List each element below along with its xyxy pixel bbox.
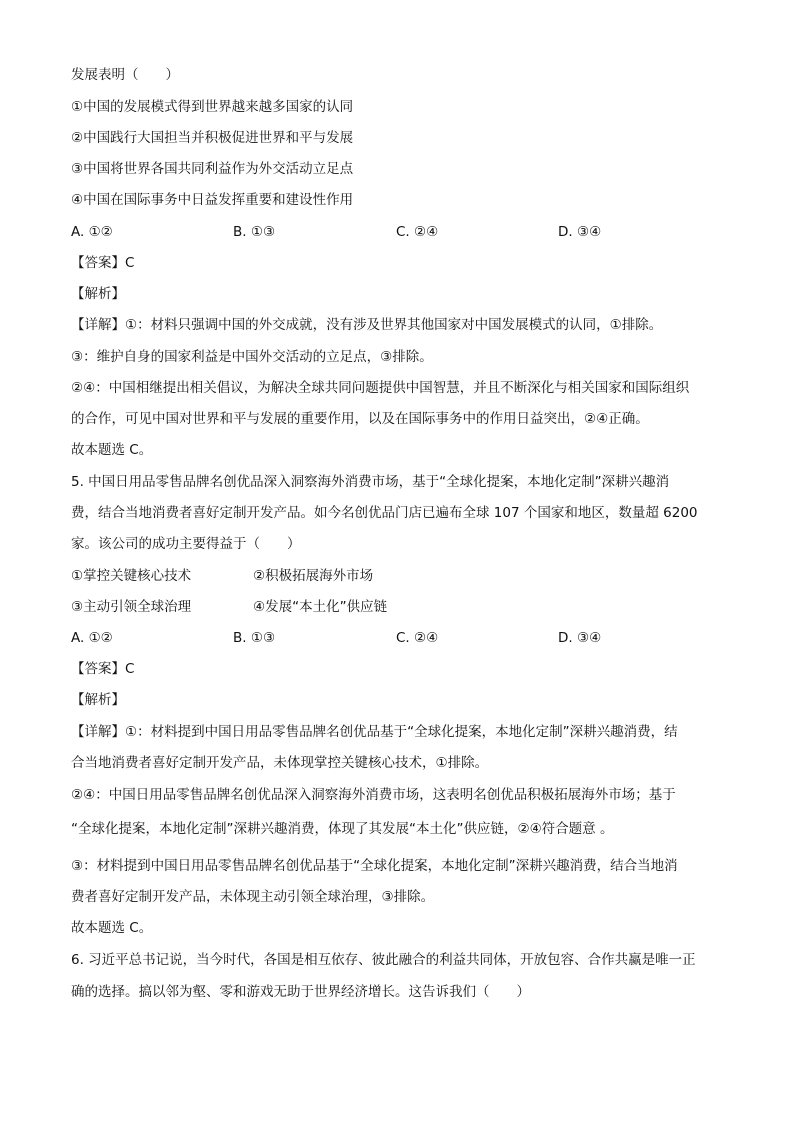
- q5-analysis-line-1: 【详解】①：材料提到中国日用品零售品牌名创优品基于“全球化提案，本地化定制”深耕兴趣消费，结: [71, 724, 678, 740]
- q5-item-4: ④发展“本土化”供应链: [253, 599, 388, 615]
- q4-analysis-label: 【解析】: [71, 286, 125, 302]
- q5-stem-line-2: 费，结合当地消费者喜好定制开发产品。如今名创优品门店已遍布全球 107 个国家和地区，数量超 6200: [71, 505, 698, 521]
- q5-analysis-line-5: ③：材料提到中国日用品零售品牌名创优品基于“全球化提案，本地化定制”深耕兴趣消费，结合当地消: [71, 858, 678, 874]
- q5-item-3: ③主动引领全球治理: [71, 599, 192, 615]
- q4-stem-tail: 发展表明（ ）: [71, 67, 179, 83]
- q5-analysis-label: 【解析】: [71, 692, 125, 708]
- q4-item-4: ④中国在国际事务中日益发挥重要和建设性作用: [71, 192, 354, 208]
- q4-option-a: A. ①②: [71, 224, 113, 240]
- q6-stem-line-2: 确的选择。搞以邻为壑、零和游戏无助于世界经济增长。这告诉我们（ ）: [71, 984, 530, 1000]
- q5-conclusion: 故本题选 C。: [71, 920, 153, 936]
- q5-analysis-line-6: 费者喜好定制开发产品，未体现主动引领全球治理，③排除。: [71, 889, 435, 905]
- q5-analysis-line-2: 合当地消费者喜好定制开发产品，未体现掌控关键核心技术，①排除。: [71, 755, 489, 771]
- q5-analysis-line-4: “全球化提案，本地化定制”深耕兴趣消费，体现了其发展“本土化”供应链，②④符合题意 。: [71, 821, 614, 837]
- q5-option-c: C. ②④: [396, 630, 439, 646]
- q4-option-d: D. ③④: [558, 224, 602, 240]
- q4-analysis-line-3: ②④：中国相继提出相关倡议，为解决全球共同问题提供中国智慧，并且不断深化与相关国家和国际组织: [71, 380, 690, 396]
- q5-stem-line-1: 5. 中国日用品零售品牌名创优品深入洞察海外消费市场，基于“全球化提案，本地化定制”深耕兴趣消: [71, 474, 670, 490]
- q6-stem-line-1: 6. 习近平总书记说，当今时代，各国是相互依存、彼此融合的利益共同体，开放包容、合作共赢是唯一正: [71, 952, 696, 968]
- q5-item-1: ①掌控关键核心技术: [71, 568, 192, 584]
- q4-option-c: C. ②④: [396, 224, 439, 240]
- q4-answer: 【答案】C: [71, 255, 135, 271]
- q4-analysis-line-1: 【详解】①：材料只强调中国的外交成就，没有涉及世界其他国家对中国发展模式的认同，①排除。: [71, 317, 663, 333]
- q4-item-2: ②中国践行大国担当并积极促进世界和平与发展: [71, 130, 354, 146]
- q5-option-d: D. ③④: [558, 630, 602, 646]
- q5-option-a: A. ①②: [71, 630, 113, 646]
- q4-option-b: B. ①③: [233, 224, 276, 240]
- q5-analysis-line-3: ②④：中国日用品零售品牌名创优品深入洞察海外消费市场，这表明名创优品积极拓展海外市场；基于: [71, 787, 676, 803]
- q4-analysis-line-2: ③：维护自身的国家利益是中国外交活动的立足点，③排除。: [71, 349, 433, 365]
- q5-option-b: B. ①③: [233, 630, 276, 646]
- q5-stem-line-3: 家。该公司的成功主要得益于（ ）: [71, 536, 301, 552]
- q5-answer: 【答案】C: [71, 661, 135, 677]
- q4-item-3: ③中国将世界各国共同利益作为外交活动立足点: [71, 161, 354, 177]
- q4-analysis-line-4: 的合作，可见中国对世界和平与发展的重要作用，以及在国际事务中的作用日益突出，②④正确。: [71, 411, 649, 427]
- q4-conclusion: 故本题选 C。: [71, 442, 153, 458]
- q4-item-1: ①中国的发展模式得到世界越来越多国家的认同: [71, 99, 354, 115]
- q5-item-2: ②积极拓展海外市场: [253, 568, 374, 584]
